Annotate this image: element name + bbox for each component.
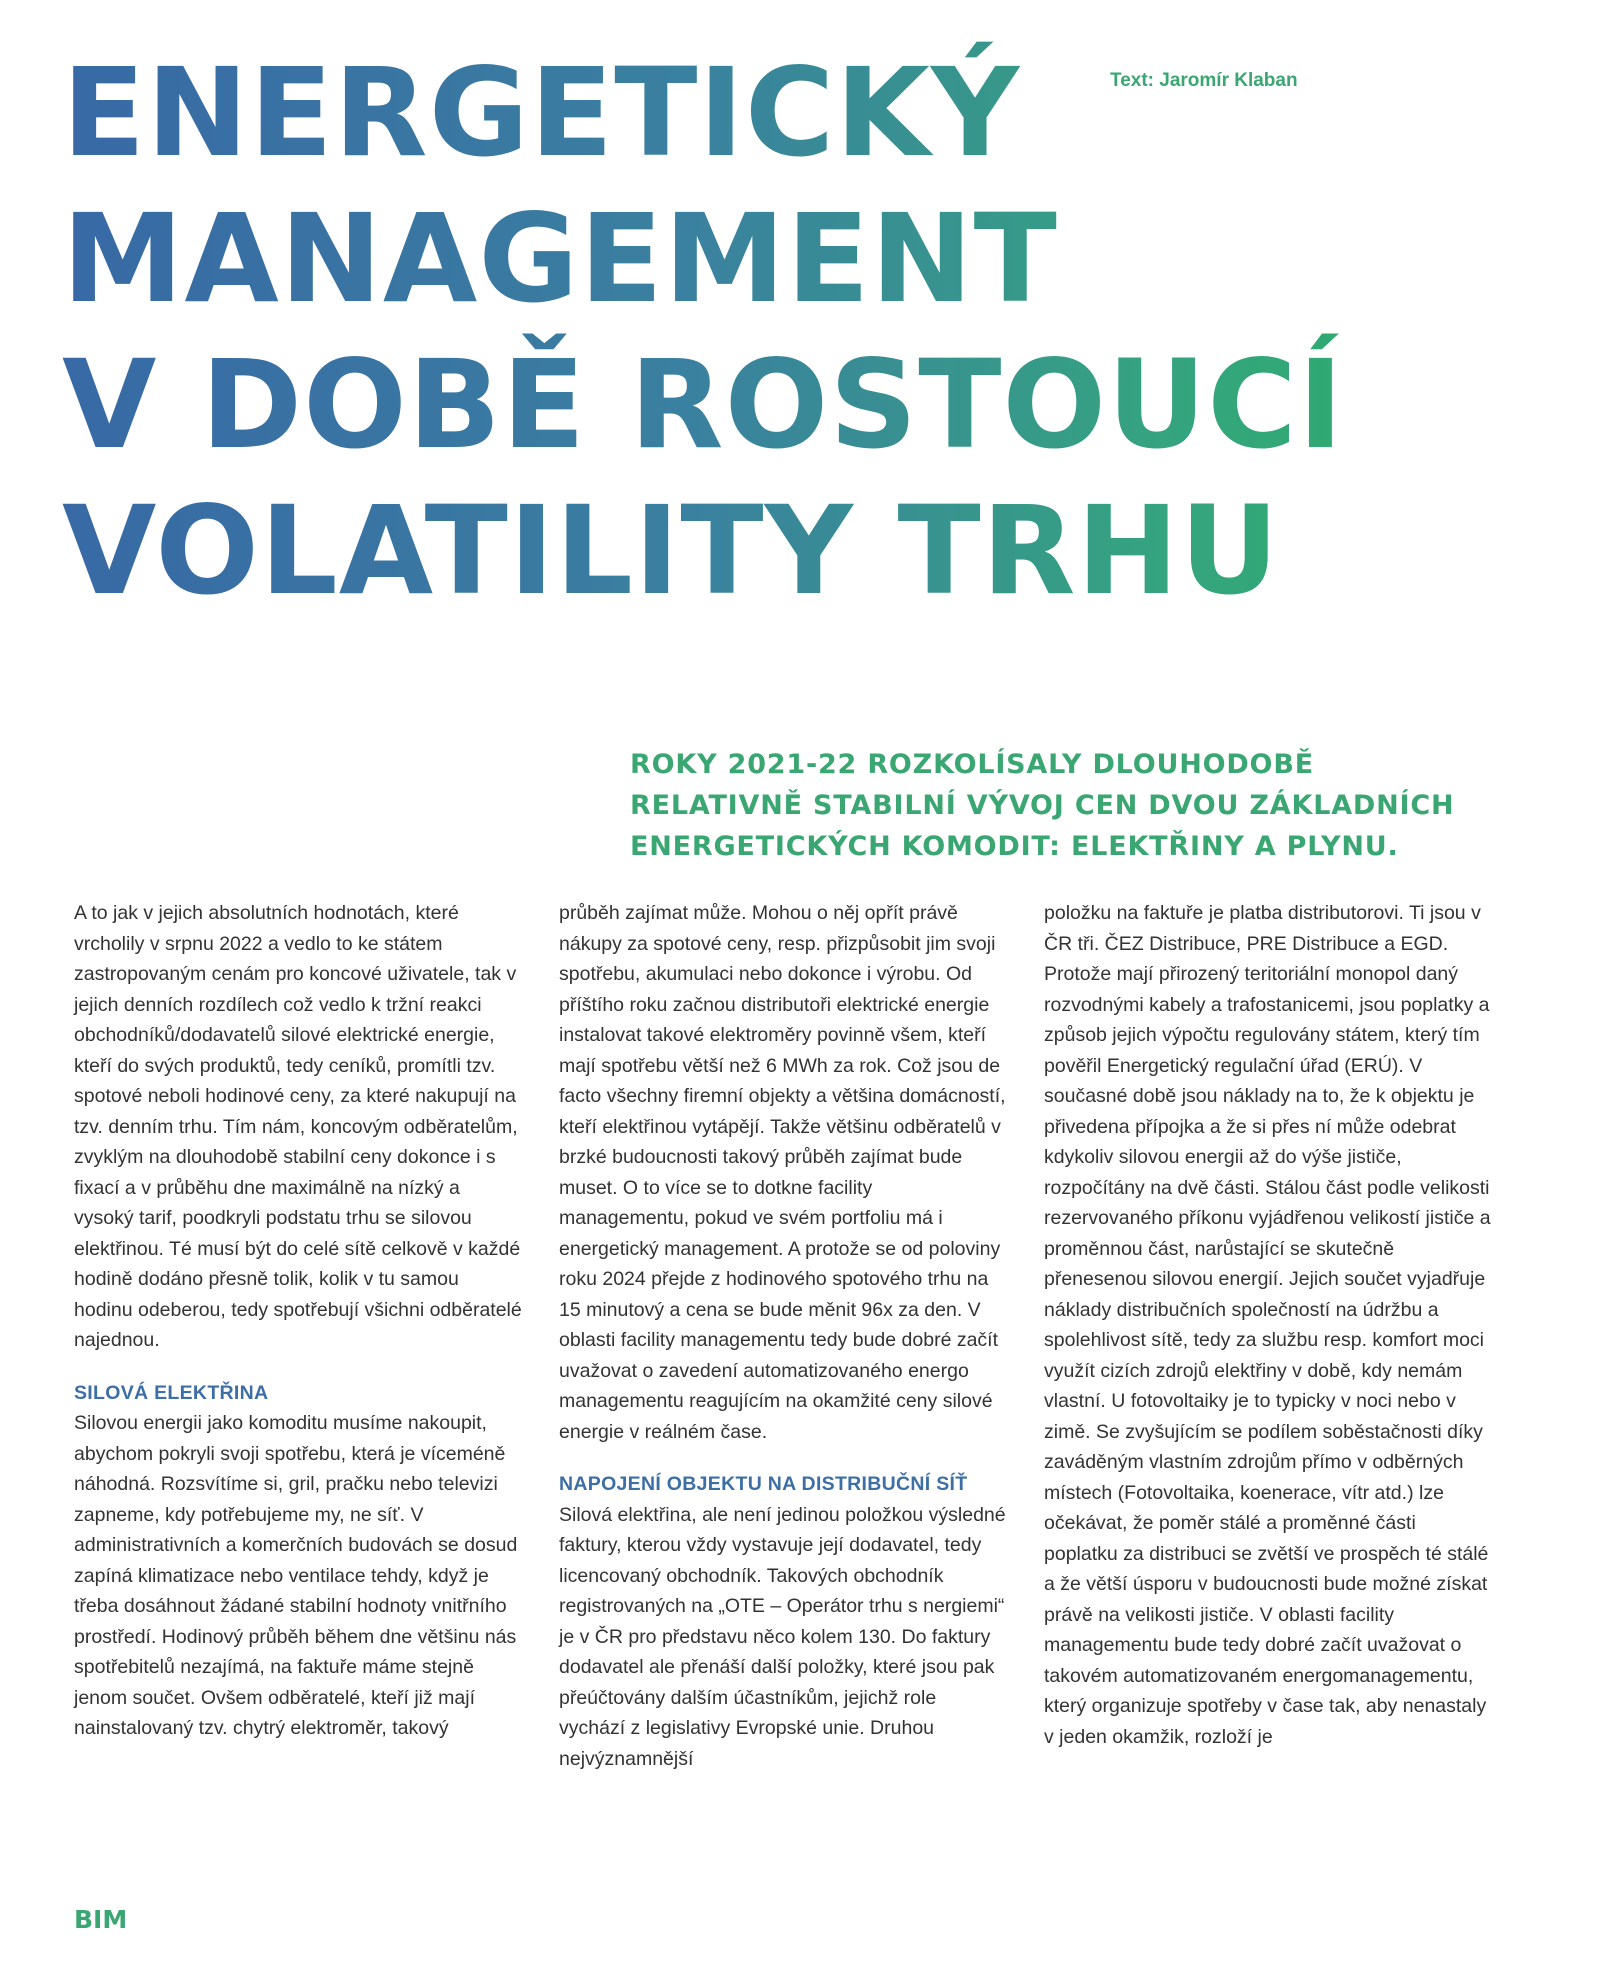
lead-line-2: RELATIVNĚ STABILNÍ VÝVOJ CEN DVOU ZÁKLADNÍCH xyxy=(630,790,1455,821)
body-paragraph: A to jak v jejich absolutních hodnotách, které vrcholily v srpnu 2022 a vedlo to ke státem zastropovaným cenám pro koncové uživatele, tak v jejich denních rozdílech což vedlo k tržní reakci obchodníků/dodavatelů silové elektrické energie, kteří do svých produktů, tedy ceníků, promítli tzv. spotové neboli hodinové ceny, za které nakupují na tzv. denním trhu. Tím nám, koncovým odběratelům, zvyklým na dlouhodobě stabilní ceny dokonce i s fixací a v průběhu dne maximálně na nízký a vysoký tarif, poodkryli podstatu trhu se silovou elektřinou. Té musí být do celé sítě celkově v každé hodině dodáno přesně tolik, kolik v tu samou hodinu odeberou, tedy spotřebují všichni odběratelé najednou. xyxy=(74,902,522,1351)
title-line-3: V DOBĚ ROSTOUCÍ xyxy=(62,334,1345,476)
body-paragraph: Silová elektřina, ale není jedinou položkou výsledné faktury, kterou vždy vystavuje její dodavatel, tedy licencovaný obchodník. Takových obchodník registrovaných na „OTE – Operátor trhu s nergiemi“ je v ČR pro představu něco kolem 130. Do faktury dodavatel ale přenáší další položky, které jsou pak přeúčtovány dalším účastníkům, jejichž role vychází z legislativy Evropské unie. Druhou nejvýznamnější xyxy=(559,1503,1006,1770)
body-paragraph: průběh zajímat může. Mohou o něj opřít právě nákupy za spotové ceny, resp. přizpůsobit jim svoji spotřebu, akumulaci nebo dokonce i výrobu. Od příštího roku začnou distributoři elektrické energie instalovat takové elektroměry povinně všem, kteří mají spotřebu větší než 6 MWh za rok. Což jsou de facto všechny firemní objekty a většina domácností, kteří elektřinou vytápějí. Takže většinu odběratelů v brzké budoucnosti takový průběh zajímat bude muset. O to více se to dotkne facility managementu, pokud ve svém portfoliu má i energetický management. A protože se od poloviny roku 2024 přejde z hodinového spotového trhu na 15 minutový a cena se bude měnit 96x za den. V oblasti facility managementu tedy bude dobré začít uvažovat o zavedení automatizovaného energo managementu reagujícím na okamžité ceny silové energie v reálném čase. xyxy=(559,902,1006,1443)
body-paragraph: Silovou energii jako komoditu musíme nakoupit, abychom pokryli svoji spotřebu, která je víceméně náhodná. Rozsvítíme si, gril, pračku nebo televizi zapneme, kdy potřebujeme my, ne síť. V administrativních a komerčních budovách se dosud zapíná klimatizace nebo ventilace tehdy, když je třeba dosáhnout žádané stabilní hodnoty vnitřního prostředí. Hodinový průběh během dne většinu nás spotřebitelů nezajímá, na faktuře máme stejně jenom součet. Ovšem odběratelé, kteří již mají nainstalovaný tzv. chytrý elektroměr, takový xyxy=(74,1412,518,1739)
text-column-2 xyxy=(559,898,1007,1774)
text-column-1 xyxy=(74,898,522,1744)
lead-line-1: ROKY 2021-22 ROZKOLÍSALY DLOUHODOBĚ xyxy=(630,749,1314,780)
section-heading-silova-elektrina: SILOVÁ ELEKTŘINA xyxy=(74,1381,269,1404)
footer-publication-label: BIM xyxy=(74,1905,128,1934)
title-line-4: VOLATILITY TRHU xyxy=(62,480,1280,622)
byline: Text: Jaromír Klaban xyxy=(1110,70,1298,91)
text-column-3 xyxy=(1044,898,1492,1752)
title-line-1: ENERGETICKÝ xyxy=(62,42,1021,184)
title-line-2: MANAGEMENT xyxy=(62,188,1058,330)
body-paragraph: položku na faktuře je platba distributorovi. Ti jsou v ČR tři. ČEZ Distribuce, PRE Distribuce a EGD. Protože mají přirozený teritoriální monopol daný rozvodnými kabely a trafostanicemi, jsou poplatky a způsob jejich výpočtu regulovány státem, který tím pověřil Energetický regulační úřad (ERÚ). V současné době jsou náklady na to, že k objektu je přivedena přípojka a že si přes ní může odebrat kdykoliv silovou energii až do výše jističe, rozpočítány na dvě části. Stálou část podle velikosti rezervovaného příkonu vyjádřenou velikostí jističe a proměnnou část, narůstající se skutečně přenesenou silovou energií. Jejich součet vyjadřuje náklady distribučních společností na údržbu a spolehlivost sítě, tedy za službu resp. komfort moci využít cizích zdrojů elektřiny v době, kdy nemám vlastní. U fotovoltaiky je to typicky v noci nebo v zimě. Se zvyšujícím se podílem soběstačnosti díky zaváděným vlastním zdrojům přímo v odběrných místech (Fotovoltaika, koenerace, vítr atd.) lze očekávat, že poměr stálé a proměnné části poplatku za distribuci se zvětší ve prospěch té stálé a že větší úsporu v budoucnosti bude možné získat právě na velikosti jističe. V oblasti facility managementu bude tedy dobré začít uvažovat o takovém automatizovaném energomanagementu, který organizuje spotřeby v čase tak, aby nenastaly v jeden okamžik, rozloží je xyxy=(1044,902,1491,1748)
lead-paragraph xyxy=(630,744,1510,867)
section-heading-napojeni-objektu: NAPOJENÍ OBJEKTU NA DISTRIBUČNÍ SÍŤ xyxy=(559,1473,968,1495)
lead-line-3: ENERGETICKÝCH KOMODIT: ELEKTŘINY A PLYNU. xyxy=(630,831,1399,862)
article-title xyxy=(62,40,1442,624)
